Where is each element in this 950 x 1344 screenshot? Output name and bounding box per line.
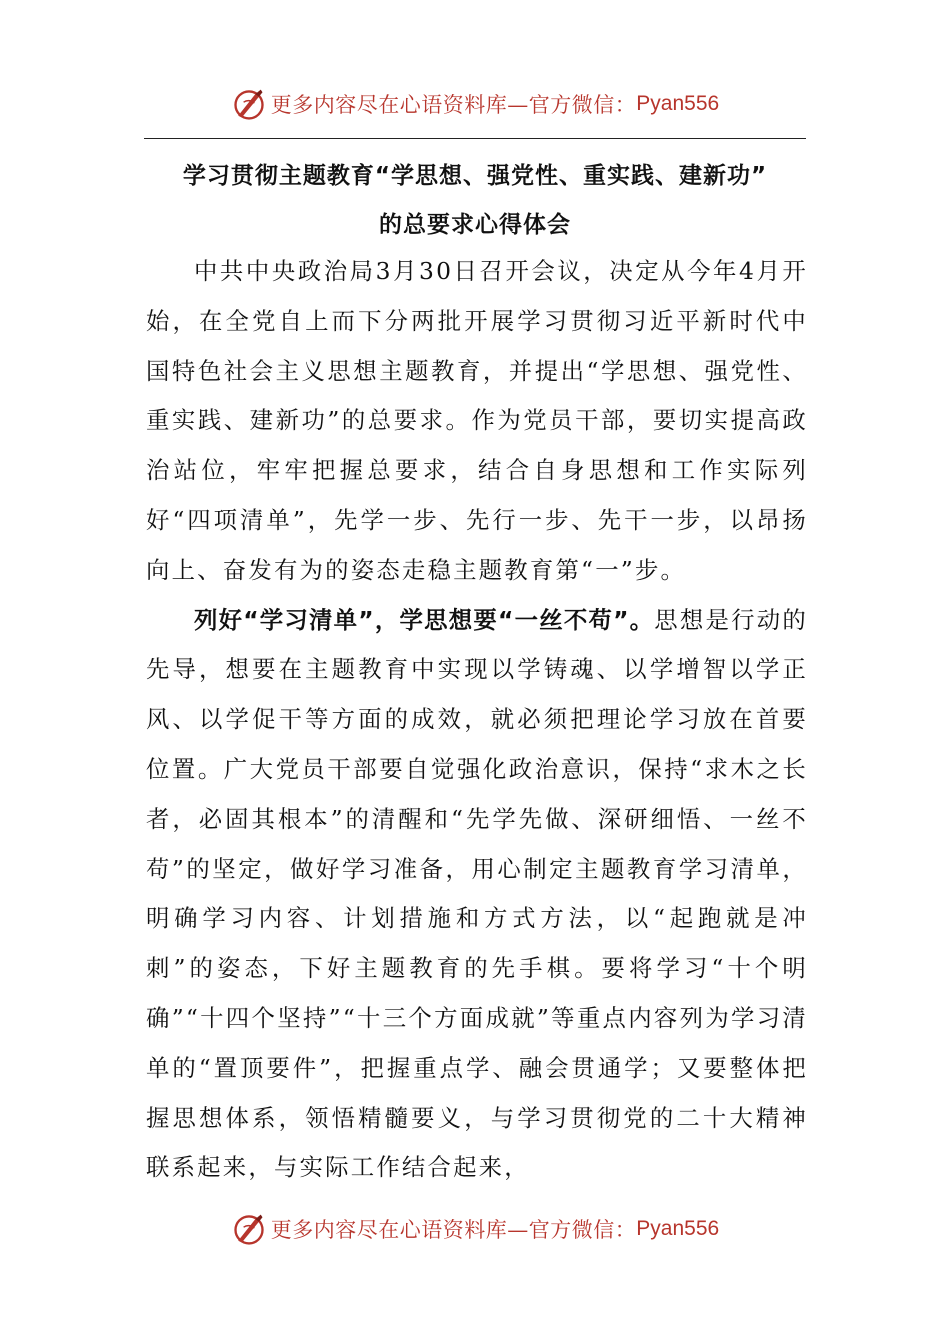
watermark-wechat-id: Pyan556	[636, 1217, 720, 1240]
paragraph-study-list	[146, 596, 808, 1194]
document-body	[146, 247, 808, 1193]
paragraph-study-list-text: 思想是行动的先导，想要在主题教育中实现以学铸魂、以学增智以学正风、以学促干等方面的成效，就必须把理论学习放在首要位置。广大党员干部要自觉强化政治意识，保持“求木之长者，必固其根本”的清醒和“先学先做、深研细悟、一丝不苟”的坚定，做好学习准备，用心制定主题教育学习清单，明确学习内容、计划措施和方式方法，以“起跑就是冲刺”的姿态，下好主题教育的先手棋。要将学习“十个明确”“十四个坚持”“十三个方面成就”等重点内容列为学习清单的“置顶要件”，把握重点学、融会贯通学；又要整体把握思想体系，领悟精髓要义，与学习贯彻党的二十大精神联系起来，与实际工作结合起来，	[146, 605, 808, 1182]
watermark-banner-top	[0, 82, 950, 126]
watermark-banner-bottom	[0, 1207, 950, 1251]
pen-logo-icon	[231, 1211, 267, 1247]
document-title: 学习贯彻主题教育“学思想、强党性、重实践、建新功”	[182, 163, 768, 189]
paragraph-lead-heading: 列好“学习清单”，学思想要“一丝不苟”。	[193, 605, 655, 634]
watermark-text: 更多内容尽在心语资料库—官方微信：	[270, 1218, 637, 1242]
watermark-text: 更多内容尽在心语资料库—官方微信：	[270, 93, 637, 117]
paragraph-intro: 中共中央政治局3月30日召开会议，决定从今年4月开始，在全党自上而下分两批开展学习贯彻习近平新时代中国特色社会主义思想主题教育，并提出“学思想、强党性、重实践、建新功”的总要求。作为党员干部，要切实提高政治站位，牢牢把握总要求，结合自身思想和工作实际列好“四项清单”，先学一步、先行一步、先干一步，以昂扬向上、奋发有为的姿态走稳主题教育第“一”步。	[146, 257, 808, 584]
document-title-line2: 的总要求心得体会	[379, 212, 571, 238]
header-divider	[144, 138, 806, 139]
watermark-wechat-id: Pyan556	[636, 92, 720, 115]
pen-logo-icon	[231, 86, 267, 122]
